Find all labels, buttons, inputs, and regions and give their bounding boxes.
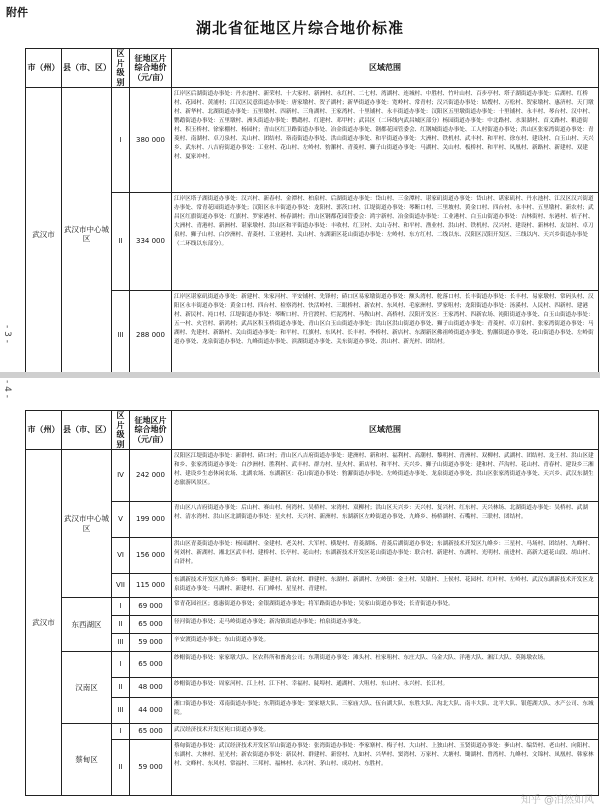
- header-range: 区域范围: [172, 411, 599, 450]
- county-cell: 武汉市中心城区: [62, 88, 112, 372]
- city-cell: 武汉市: [26, 88, 62, 372]
- range-cell: 辛安渡街道办事处；东山街道办事处。: [172, 634, 599, 652]
- header-city: 市（州）: [26, 411, 62, 450]
- document-title: 湖北省征地区片综合地价标准: [195, 19, 404, 37]
- range-cell: 纱帽街道办事处：家家墩大队、区农科所和畜禽公司；东荆街道办事处：滩头村、杜家咀村、东庄大队、乌金大队、洋港大队、湘江大队、莫陈墩农场。: [172, 652, 599, 678]
- level-cell: I: [112, 88, 130, 193]
- range-cell: 青山区八吉府街道办事处：后山村、赛山村、何湾村、吴桥村、宋湾村、双柳村；洪山区天兴乡：天兴村、复兴村、红东村、天兴林场、北湖街道办事处：吴桥村、武湖村、清水湾村、洪山区北湖街道办事处：星火村、天兴村、新洲村、东湖新区左岭街道办事处、九峰乡、杨桥湖村、石嘴村、三联村、团结村。: [172, 502, 599, 538]
- header-county: 县（市、区）: [62, 411, 112, 450]
- price-cell: 69 000: [130, 598, 172, 616]
- level-cell: I: [112, 598, 130, 616]
- range-cell: 蔡甸街道办事处：武汉经济技术开发区军山街道办事处：张湾街道办事处：李家寨村、梅子村、大山村、上独山村、玉贤街道办事处：奓山村、编岱村、老山村、向阳村、东湖村、大林村、星光村；新农街道办事处：新民村、群建村、新窑村、九如村、兴华村、窦湾村、万家村、大塘村、锄湖村、曾湾村、九峰村、文锦村、凤凰村、韩家林村、文峰村、东风村、常福村、三邦村、福林村、永兴村、茅山村、成功村、东胜村。: [172, 740, 599, 796]
- price-cell: 242 000: [130, 450, 172, 502]
- range-cell: 纱帽街道办事处：周家河村、江上村、江下村、幸福村、陡埠村、通湖村、大咀村、东山村、永兴村、长江村。: [172, 678, 599, 698]
- header-level: 区片级别: [112, 49, 130, 88]
- header-price: 征地区片综合地价（元/亩）: [130, 49, 172, 88]
- level-cell: IV: [112, 450, 130, 502]
- price-cell: 65 000: [130, 616, 172, 634]
- range-cell: 湘口街道办事处：邓南街道办事处；东荆街道办事处：窦家塘大队、三家庙大队、伍台湖大队、东胜大队、沟北大队、南丰大队、北平大队、银莲湖大队、水产公司、东城院。: [172, 698, 599, 724]
- level-cell: II: [112, 740, 130, 796]
- page-1: [0, 0, 600, 372]
- county-cell: 蔡甸区: [62, 724, 112, 796]
- page-number: - 4 -: [2, 380, 12, 398]
- price-cell: 65 000: [130, 724, 172, 740]
- range-cell: 江岸区谌家矶街道办事处：新建村、朱家河村、平安铺村、先锋村；硚口区易家墩街道办事处：额头湾村、舵落口村、长丰街道办事处：长丰村、易家墩村、常码头村、汉阳区永丰街道办事处：黄金口村、四台村、检察湾村、快活岭村、三眼桥村、新农村、东风村、毛家洲村、罗家咀村；龙阳街道办事处：汤溪村、人民村、四新村、建港村、新民村、沌口村、江堤街道办事处：琴断口村、升官渡村、烂泥湾村、马鞍山村、高桥村、汉阳开发区：王家湾村、四新农场、沌阳街道办事处、白玉山街道办事处：五一村、火官村、新鸿村；武昌区积玉桥街道办事处、青山区白玉山街道办事处：洪山区洪山街道办事处、狮子山街道办事处：青菱村、卓刀泉村、张家湾街道办事处：马湖村、先建村、新路村、关山街道办事处：和平村、红旗村、东风村、长丰村、李桥村、新店村、东湖新区佛祖岭街道办事处、豹澥街道办事处、花山街道办事处、左岭街道办事处、龙泉街道办事处、九峰街道办事处、滨湖街道办事处、关东街道办事处、洪山村、新光村、团结村。: [172, 291, 599, 372]
- range-cell: 东湖新技术开发区九峰乡：黎明村、新建村、新农村、群建村、东湖村、新湖村、左岭镇：金土村、吴墩村、上侯村、花园村、红叶村、左岭村、武汉东湖新技术开发区龙泉街道办事处：马湖村、新建村、石门峰村、星星村、青建村。: [172, 574, 599, 598]
- range-cell: 常青花园社区；慈惠街道办事处；金银湖街道办事处；将军路街道办事处；吴家山街道办事处；长青街道办事处。: [172, 598, 599, 616]
- price-cell: 65 000: [130, 652, 172, 678]
- land-price-table-page-1: [25, 48, 599, 372]
- range-cell: 武汉经济技术开发区沌口街道办事处。: [172, 724, 599, 740]
- level-cell: III: [112, 291, 130, 372]
- level-cell: I: [112, 724, 130, 740]
- price-cell: 156 000: [130, 538, 172, 574]
- range-cell: 汉阳区江堤街道办事处：新群村、硚口村；青山区八吉府街道办事处：建洲村、新和村、福利村、高潮村、黎明村、青洲村、双柳村、武湖村、团结村、龙王村、洪山区建和乡、张家湾街道办事处：白沙洲村、胜利村、武丰村、群力村、星火村、新店村、和平村、天兴乡、狮子山街道办事处：建和村、芦沟村、花山村、青春村、建设乡三湘村、建设乡生态休闲农场、北湖农场、东湖新区：花山街道办事处：豹澥街道办事处、左岭街道办事处、龙泉街道办事处、洪山区张家湾街道办事处、天兴乡、武汉东湖生态旅游风景区。: [172, 450, 599, 502]
- level-cell: II: [112, 193, 130, 291]
- level-cell: II: [112, 678, 130, 698]
- header-city: 市（州）: [26, 49, 62, 88]
- land-price-table-page-2: [25, 410, 599, 796]
- price-cell: 288 000: [130, 291, 172, 372]
- attachment-label: 附件: [6, 6, 28, 19]
- price-cell: 59 000: [130, 740, 172, 796]
- level-cell: VI: [112, 538, 130, 574]
- page-2: [0, 378, 600, 810]
- price-cell: 59 000: [130, 634, 172, 652]
- price-cell: 48 000: [130, 678, 172, 698]
- county-cell: 汉南区: [62, 652, 112, 724]
- level-cell: V: [112, 502, 130, 538]
- range-cell: 江岸区后湖街道办事处：丹水池村、新荣村、十大家村、新洲村、永红村、二七村、湾湖村、连城村、中胜村、竹叶山村、百步亭村、塔子湖街道办事处：后湖村、红桥村、花园村、黄浦村；江汉区民意街道办事处：唐家墩村、贺子湖村；新华街道办事处：宽岭村、常青村；汉兴街道办事处：姑嫂村、万松村、贺家墩村、惠济村、天门墩村、新华村、北湖街道办事处：五里墩村、四新村、三角湖村、王家湾村、十里铺村、永丰街道办事处：汉阳区五里墩街道办事处：十里铺村、永丰村、琴台村、汉中村、鹦鹉街道办事处：五里墩村、洲头街道办事处：鹦鹉村、红建村、邓甲村；武昌区（二环线内武昌城区部分）杨园街道办事处：中北路村、水果湖村、首义路村、粮道街村、积玉桥村、徐家棚村、杨园村；青山区红卫路街道办事处、冶金街道办事处、钢都花园管委会、红钢城街道办事处、工人村街道办事处；洪山区张家湾街道办事处：青菱村、南湖村、卓刀泉村、关山村、团结村、珞南街道办事处、洪山街道办事处、和平街道办事处：大洲村、铁机村、武丰村、和平村、徐东村、建设村、白玉山村、天兴乡、武东村、八吉府街道办事处：工业村、花山村、左岭村、豹澥村、青菱村、狮子山街道办事处：马湖村、关山村、板桥村、和平村、凤凰村、新路村、新建村、双建村、夏家冲村。: [172, 88, 599, 193]
- price-cell: 380 000: [130, 88, 172, 193]
- header-county: 县（市、区）: [62, 49, 112, 88]
- level-cell: II: [112, 616, 130, 634]
- header-price: 征地区片综合地价（元/亩）: [130, 411, 172, 450]
- level-cell: III: [112, 634, 130, 652]
- city-cell: 武汉市: [26, 450, 62, 796]
- range-cell: 江岸区塔子湖街道办事处：汉兴村、新春村、金潭村、柏泉村、后湖街道办事处：岱山村、三金潭村、谌家矶街道办事处：岱山村、谌家矶村、丹水池村、江汉区汉兴街道办事处、常青花园街道办事处；汉阳区永丰街道办事处：龙阳村、郭茨口村、江堤街道办事处：琴断口村、三里坡村、黄金口村、四台村、永丰村、五里墩村、新农村；武昌区红旗街道办事处：红旗村、罗家港村、杨春湖村；青山区钢都花园管委会：鸿宇新村、冶金街道办事处：工业港村、白玉山街道办事处：吉林街村、东港村、桔子村、大洲村、青港村、新洲村、谌家墩村、洪山区和平街道办事处：丰收村、红卫村、太山寺村、和平村、渔业村、洪山村、铁机村、汉兴村、建设村、新林村、友谊村、卓刀泉村、狮子山村、白沙洲村、青菱村、工业港村、关山村、东湖新区花山街道办事处：左岭村、东方红村、二线以东、汉阳区汉阳开发区、三线以内、天兴乡街道办事处（二环线以东部分）。: [172, 193, 599, 291]
- page-number: - 3 -: [2, 325, 12, 343]
- price-cell: 199 000: [130, 502, 172, 538]
- level-cell: VII: [112, 574, 130, 598]
- range-cell: 洪山区青菱街道办事处：杨园湖村、金建村、老关村、大军村、横堤村、青菱湖场、青菱后湖街道办事处；东湖新技术开发区九峰乡：三星村、马场村、团结村、九峰村、何刘村、新湖村、湘北区武丰村、建桥村、长亭村、花山村；东湖新技术开发区花山街道办事处：联合村、新建村、东湖村、光明村、前进村、高新大道花山段、胡山村、白浒村。: [172, 538, 599, 574]
- header-range: 区域范围: [172, 49, 599, 88]
- level-cell: III: [112, 698, 130, 724]
- level-cell: I: [112, 652, 130, 678]
- price-cell: 44 000: [130, 698, 172, 724]
- price-cell: 115 000: [130, 574, 172, 598]
- county-cell: 东西湖区: [62, 598, 112, 652]
- county-cell: 武汉市中心城区: [62, 450, 112, 598]
- range-cell: 径河街道办事处；走马岭街道办事处；新沟镇街道办事处；柏泉街道办事处。: [172, 616, 599, 634]
- header-level: 区片级别: [112, 411, 130, 450]
- price-cell: 334 000: [130, 193, 172, 291]
- watermark: 知乎 @泊然如风: [520, 795, 594, 806]
